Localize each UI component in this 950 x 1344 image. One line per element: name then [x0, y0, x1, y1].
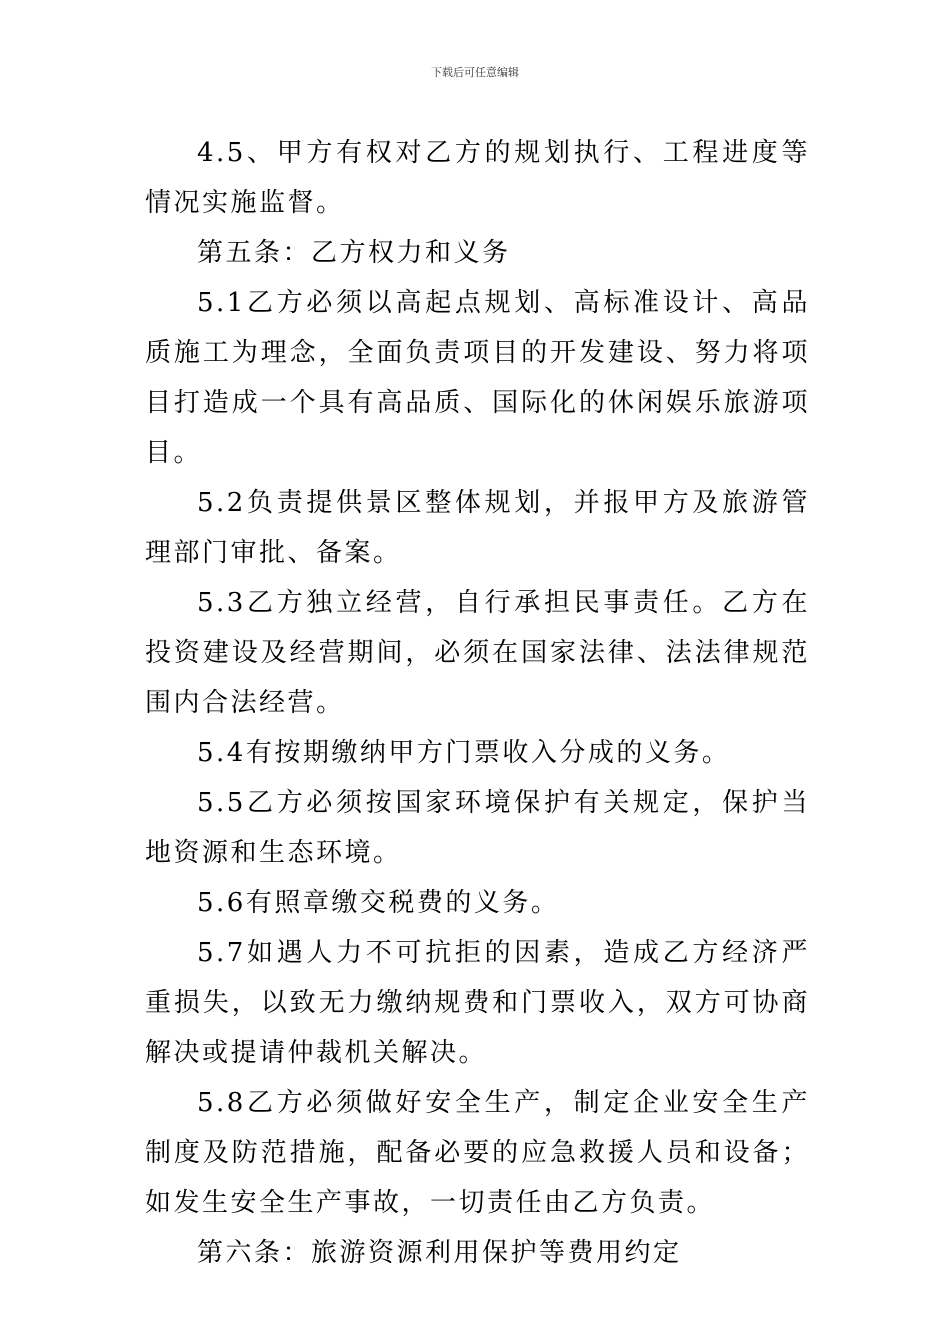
paragraph-5-7: 5.7如遇人力不可抗拒的因素，造成乙方经济严重损失，以致无力缴纳规费和门票收入，双方可协商解决或提请仲裁机关解决。: [145, 938, 810, 1068]
paragraph-5-2: 5.2负责提供景区整体规划，并报甲方及旅游管理部门审批、备案。: [145, 488, 810, 568]
document-body: [145, 128, 810, 1278]
paragraph-5-5: 5.5乙方必须按国家环境保护有关规定，保护当地资源和生态环境。: [145, 788, 810, 868]
paragraph-5-3: 5.3乙方独立经营，自行承担民事责任。乙方在投资建设及经营期间，必须在国家法律、法法律规范围内合法经营。: [145, 588, 810, 718]
article-5-heading: 第五条：乙方权力和义务: [197, 238, 511, 268]
download-note: 下载后可任意编辑: [431, 66, 519, 79]
paragraph-5-4: 5.4有按期缴纳甲方门票收入分成的义务。: [197, 738, 731, 768]
article-6-heading: 第六条：旅游资源利用保护等费用约定: [197, 1238, 682, 1268]
paragraph-5-8: 5.8乙方必须做好安全生产，制定企业安全生产制度及防范措施，配备必要的应急救援人员和设备；如发生安全生产事故，一切责任由乙方负责。: [145, 1088, 810, 1218]
paragraph-5-6: 5.6有照章缴交税费的义务。: [197, 888, 560, 918]
paragraph-5-1: 5.1乙方必须以高起点规划、高标准设计、高品质施工为理念，全面负责项目的开发建设、努力将项目打造成一个具有高品质、国际化的休闲娱乐旅游项目。: [145, 288, 810, 468]
paragraph-4-5: 4.5、甲方有权对乙方的规划执行、工程进度等情况实施监督。: [145, 138, 810, 218]
